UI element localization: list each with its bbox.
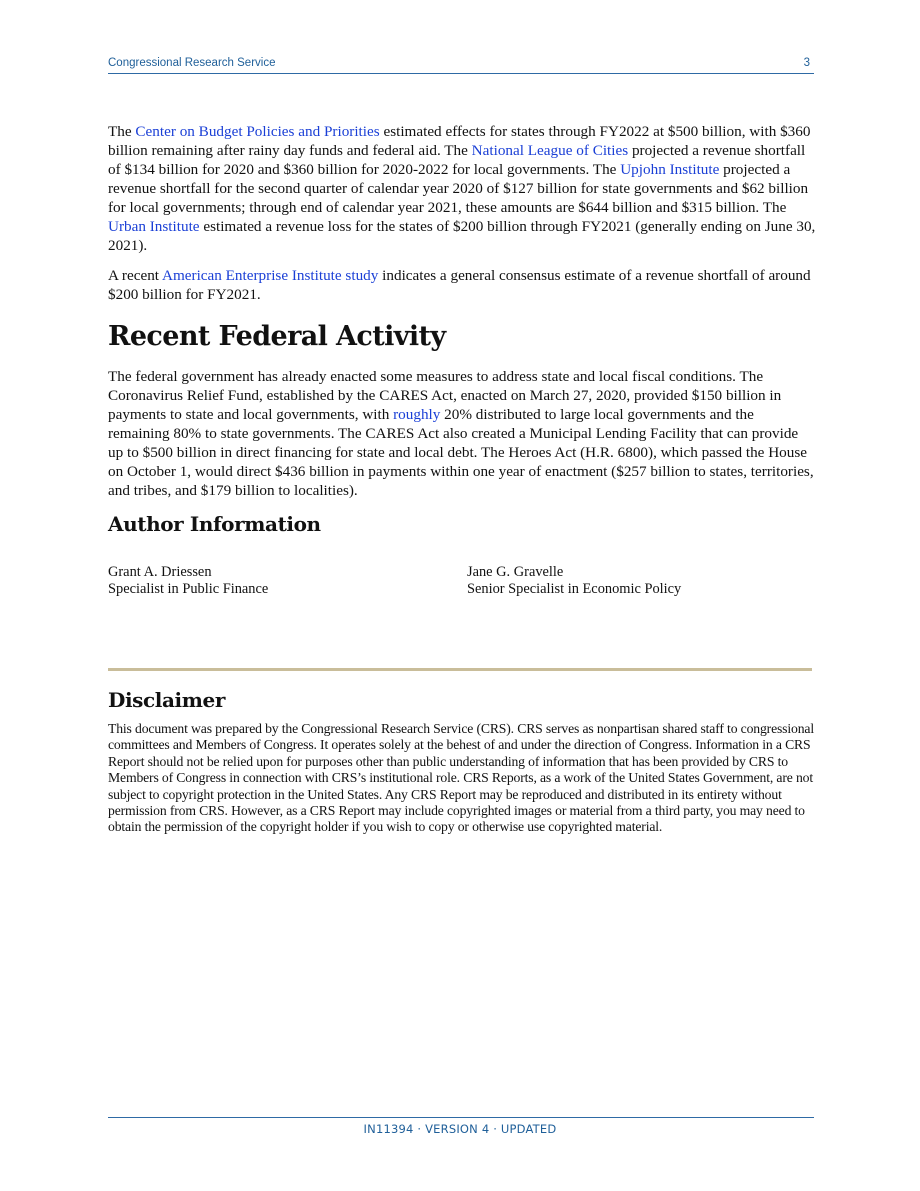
federal-activity-paragraph	[108, 367, 816, 500]
intro-text-1: The	[108, 123, 136, 140]
intro-text-5: estimated a revenue loss for the states of $200 billion through FY2021 (generally ending on June 30, 2021).	[108, 218, 816, 254]
federal-text-2: 20% distributed to large local governments and the remaining 80% to state governments. The CARES Act also created a Municipal Lending Facility that can provide up to $500 billion in direct financing for state and local debt. The Heroes Act (H.R. 6800), which passed the House on October 1, would direct $436 billion in payments within one year of enactment ($257 billion to states, territories, and tribes, and $179 billion to localities).	[108, 406, 814, 499]
link-urban-institute[interactable]: Urban Institute	[108, 218, 200, 235]
footer-divider	[108, 1117, 814, 1118]
intro-paragraph-consensus	[108, 266, 816, 304]
footer-report-id: IN11394 · VERSION 4 · UPDATED	[363, 1122, 557, 1136]
link-national-league-of-cities[interactable]: National League of Cities	[471, 142, 629, 159]
disclaimer-divider	[108, 668, 812, 671]
link-aei-study[interactable]: American Enterprise Institute study	[161, 267, 379, 284]
intro-paragraph-estimates	[108, 122, 816, 255]
federal-text-1: The federal government has already enacted some measures to address state and local fiscal conditions. The Coronavirus Relief Fund, established by the CARES Act, enacted on March 27, 2020, provided $150 billion in payments to state and local governments, with	[108, 368, 782, 423]
author-block	[108, 564, 268, 598]
header-page-number: 3	[803, 57, 810, 69]
consensus-text-2: indicates a general consensus estimate of a revenue shortfall of around $200 billion for FY2021.	[108, 267, 811, 303]
link-cbpp[interactable]: Center on Budget Policies and Priorities	[135, 123, 380, 140]
header-org: Congressional Research Service	[108, 57, 276, 69]
link-roughly[interactable]: roughly	[393, 406, 441, 423]
page-header	[108, 57, 814, 73]
disclaimer-text: This document was prepared by the Congressional Research Service (CRS). CRS serves as nonpartisan shared staff to congressional committees and Members of Congress. It operates solely at the behest of and under the direction of Congress. Information in a CRS Report should not be relied upon for purposes other than public understanding of information that has been provided by CRS to Members of Congress in connection with CRS’s institutional role. CRS Reports, as a work of the United States Government, are not subject to copyright protection in the United States. Any CRS Report may be reproduced and distributed in its entirety without permission from CRS. However, as a CRS Report may include copyrighted images or material from a third party, you may need to obtain the permission of the copyright holder if you wish to copy or otherwise use copyrighted material.	[108, 721, 814, 835]
intro-text-4: projected a revenue shortfall for the second quarter of calendar year 2020 of $127 billion for state governments and $62 billion for local governments; through end of calendar year 2021, these amounts are $644 billion and $315 billion. The	[108, 161, 809, 216]
author-name: Grant A. Driessen	[108, 564, 212, 580]
author-title: Specialist in Public Finance	[108, 581, 269, 597]
author-title: Senior Specialist in Economic Policy	[467, 581, 682, 597]
author-name: Jane G. Gravelle	[467, 564, 564, 580]
author-block	[467, 564, 681, 598]
heading-recent-federal-activity: Recent Federal Activity	[108, 321, 446, 352]
intro-text-3: projected a revenue shortfall of $134 billion for 2020 and $360 billion for 2020-2022 for local governments. The	[108, 142, 806, 178]
heading-disclaimer: Disclaimer	[108, 688, 225, 712]
intro-text-2: estimated effects for states through FY2022 at $500 billion, with $360 billion remaining after rainy day funds and federal aid. The	[108, 123, 811, 159]
header-divider	[108, 73, 814, 74]
link-upjohn-institute[interactable]: Upjohn Institute	[620, 161, 720, 178]
consensus-text-1: A recent	[108, 267, 162, 284]
heading-author-information: Author Information	[108, 512, 321, 536]
